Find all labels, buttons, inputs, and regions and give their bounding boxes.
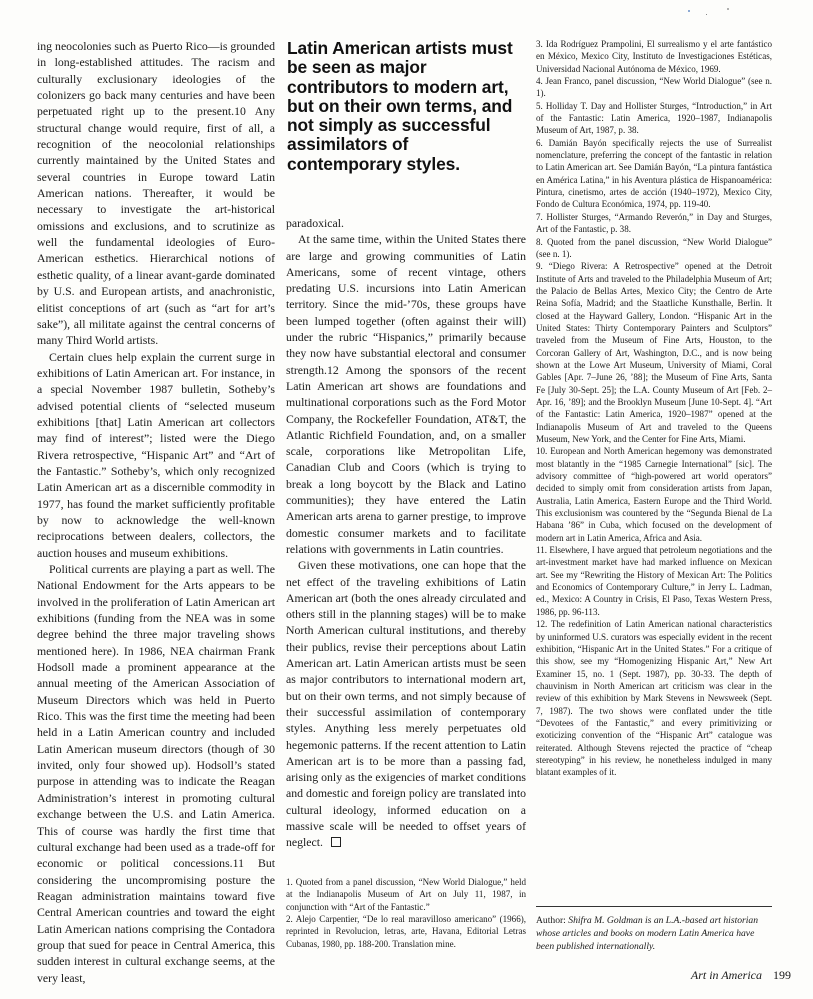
body-paragraph: At the same time, within the United States there are large and growing communities of Latin Americans, some of recent vintage, others predating U.S. incursions into Latin American territory. Since the mid-’70s, these groups have been lumped together (often against their will) under the rubric “Hispanics,” primarily because they now have substantial electoral and consumer strength.12 Among the sponsors of the recent Latin American art shows are foundations and multinational corporations such as the Ford Motor Company, the Rockefeller Foundation, AT&T, the Atlantic Richfield Foundation, and, on a smaller scale, corporations like Metropolitan Life, Canadian Club and Coors (which is trying to break a long boycott by the Black and Latino communities); they have entered the Latin American arts arena to garner prestige, to improve domestic consumer markets and to facilitate relations with governments in Latin countries.: [286, 232, 526, 556]
footnote: 7. Hollister Sturges, “Armando Reverón,” in Day and Sturges, Art of the Fantastic, p. 38.: [536, 211, 772, 235]
footnote: 5. Holliday T. Day and Hollister Sturges, “Introduction,” in Art of the Fantastic: Latin America, 1920–1987, Indianapolis Museum of Art, 1987, p. 38.: [536, 100, 772, 136]
footnote: 2. Alejo Carpentier, “De lo real maravilloso americano” (1966), reprinted in Revolucion, letras, arte, Havana, Editorial Letras Cubanas, 1980, pp. 188-200. Translation mine.: [286, 914, 526, 949]
print-speck: [688, 10, 690, 12]
author-bio-text: Shifra M. Goldman is an L.A.-based art historian whose articles and books on modern Latin America have been published internationally.: [536, 915, 759, 952]
body-paragraph: Certain clues help explain the current surge in exhibitions of Latin American art. For instance, in a special November 1987 bulletin, Sotheby’s advised potential clients of “selected museum exhibitions [that] Latin American art collectors may find of interest”; listed were the Diego Rivera retrospective, “Hispanic Art” and “Art of the Fantastic.” Sotheby’s, which only recognized Latin American art as a discernible commodity in 1977, has found the market sufficiently profitable by now to acknowledge the well-known reciprocations between dealers, collectors, the auction houses and museum exhibitions.: [37, 349, 275, 560]
footnote: 10. European and North American hegemony was demonstrated most blatantly in the “1985 Carnegie International” [sic]. The advisory committee of “high-powered art world operators” decided to simply omit from consideration artists from Japan, Australia, Latin America, Eastern Europe and the Third World. This exclusionism was countered by the “Segunda Bienal de La Habana ’86” in Cuba, which focused on the development of modern art in Latin America, Africa and Asia.: [536, 446, 772, 543]
print-speck: [727, 8, 729, 10]
article-column-1: [37, 38, 275, 986]
footnote: 6. Damián Bayón specifically rejects the use of Surrealist nomenclature, preferring the concept of the fantastic in relation to Latin American art. See Damián Bayón, “La pintura fantástica en América Latina,” in his Aventura plástica de Hispanoamérica: Pintura, cinetismo, artes de acción (1940–1972), Mexico City, Fondo de Cultura Económica, 1974, pp. 119-40.: [536, 137, 772, 210]
footnote: 9. “Diego Rivera: A Retrospective” opened at the Detroit Institute of Arts and traveled to the Philadelphia Museum of Art; the Palacio de Bellas Artes, Mexico City; the Centro de Arte Reina Sofía, Madrid; and the Staatliche Kunsthalle, Berlin. It closed at the Hayward Gallery, London. “Hispanic Art in the United States: Thirty Contemporary Painters and Sculptors” traveled from the Museum of Fine Arts, Houston, to the Corcoran Gallery of Art, Washington, D.C., and is now being shown at the Lowe Art Museum, University of Miami, Coral Gables [Apr. 7–June 26, ’88]; the Museum of Fine Arts, Santa Fe [July 30-Sept. 25]; the L.A. County Museum of Art [Feb. 2–Apr. 16, ’89]; and the Brooklyn Museum [June 10-Sept. 4]. “Art of the Fantastic: Latin America, 1920–1987” opened at the Indianapolis Museum of Art and traveled to the Queens Museum, New York, and the Center for Fine Arts, Miami.: [536, 261, 772, 444]
body-paragraph: paradoxical.: [286, 216, 344, 230]
footnote: 8. Quoted from the panel discussion, “New World Dialogue” (see n. 1).: [536, 236, 772, 259]
author-label: Author:: [536, 915, 566, 926]
footnote: 4. Jean Franco, panel discussion, “New World Dialogue” (see n. 1).: [536, 76, 772, 99]
page-number: 199: [773, 968, 791, 982]
body-paragraph: Political currents are playing a part as well. The National Endowment for the Arts appears to be involved in the proliferation of Latin American art exhibitions (funding from the NEA was in some degree behind the three major traveling shows mentioned here). In 1986, NEA chairman Frank Hodsoll made a prominent appearance at the annual meeting of the American Association of Museum Directors which was held in Puerto Rico. This was the first time the meeting had been held in a Latin American country and included Latin American museum directors (though of 30 invited, only four showed up). Hodsoll’s stated purpose in attending was to indicate the Reagan Administration’s interest in promoting cultural exchange between the U.S. and Latin America. This of course was hardly the first time that cultural exchange had been used as a trade-off for economic or political concessions.11 But considering the uncompromising posture the Reagan administration maintains toward five Central American countries and toward the eight Latin American nations comprising the Contadora group that sued for peace in Central America, this sudden interest in cultural exchange seems, at the very least,: [37, 562, 275, 985]
pull-quote: Latin American artists must be seen as major contributors to modern art, but on their own terms, and not simply as successful assimilators of contemporary styles.: [287, 38, 513, 174]
print-speck: [706, 14, 707, 15]
page-footer: [691, 968, 791, 983]
body-paragraph: Given these motivations, one can hope that the net effect of the traveling exhibitions of Latin American art (both the ones already circulated and others still in the planning stages) will be to make North American cultural institutions, and thereby their publics, revise their perceptions about Latin American art. Latin American artists must be seen as major contributors to international modern art, but on their own terms, and not simply because of their successful assimilation of contemporary styles. Anything less merely perpetuates old hegemonic patterns. If the recent attention to Latin American art is to be more than a passing fad, arising only as the exigencies of market conditions and domestic and foreign policy are translated into cultural ideology, informed education on a massive scale will be needed to offset years of neglect.: [286, 558, 526, 850]
footnotes-column-3: [536, 38, 772, 779]
footnotes-column-2: [286, 876, 526, 950]
author-divider: [536, 906, 772, 907]
magazine-name: Art in America: [690, 968, 762, 982]
footnote: 12. The redefinition of Latin American national characteristics by uninformed U.S. curators was especially evident in the recent exhibition, “Hispanic Art in the United States.” For a critique of this show, see my “Homogenizing Hispanic Art,” New Art Examiner 15, no. 1 (Sept. 1987), pp. 30-33. The depth of chauvinism in North American art criticism was clear in the review of this exhibition by Mark Stevens in Newsweek (Sept. 7, 1987). The two shows were conflated under the title “Devotees of the Fantastic,” and every primitivizing or exoticizing convention of the “Hispanic Art” catalogue was reiterated. Although Stevens rejected the practice of “cheap stereotyping” in his review, he nonetheless indulged in many blatant examples of it.: [536, 619, 772, 778]
end-of-article-mark: [331, 837, 341, 847]
footnote: 3. Ida Rodríguez Prampolini, El surrealismo y el arte fantástico en México, Mexico City, Instituto de Investigaciones Estéticas, Universidad Nacional Autónoma de México, 1969.: [536, 39, 772, 74]
footnote: 11. Elsewhere, I have argued that petroleum negotiations and the art-investment market have had marked influence on Mexican art. See my “Rewriting the History of Mexican Art: The Politics and Economics of Contemporary Culture,” in Jerry L. Ladman, ed., Mexico: A Country in Crisis, El Paso, Texas Western Press, 1986, pp. 96-113.: [536, 545, 772, 617]
footnote: 1. Quoted from a panel discussion, “New World Dialogue,” held at the Indianapolis Museum of Art on July 11, 1987, in conjunction with “Art of the Fantastic.”: [286, 877, 526, 912]
body-paragraph: ing neocolonies such as Puerto Rico—is grounded in long-established attitudes. The racism and culturally exclusionary ideologies of the colonizers go back many centuries and have been perpetuated right up to the present.10 Any structural change would require, first of all, a recognition of the neocolonial relationships currently maintained by the United States and several countries in Europe toward Latin American nations. Thereafter, it would be necessary to investigate the art-historical omissions and exclusions, and to scrutinize as well the fundamental ideologies of Euro-American esthetics. Hierarchical notions of esthetic quality, of a linear avant-garde dominated by U.S. and European artists, and anachronistic, elitist conceptions of art (such as “art for art’s sake”), all militate against the central concerns of many Third World artists.: [37, 39, 275, 348]
author-bio: [536, 914, 772, 953]
article-column-2: [286, 215, 526, 851]
